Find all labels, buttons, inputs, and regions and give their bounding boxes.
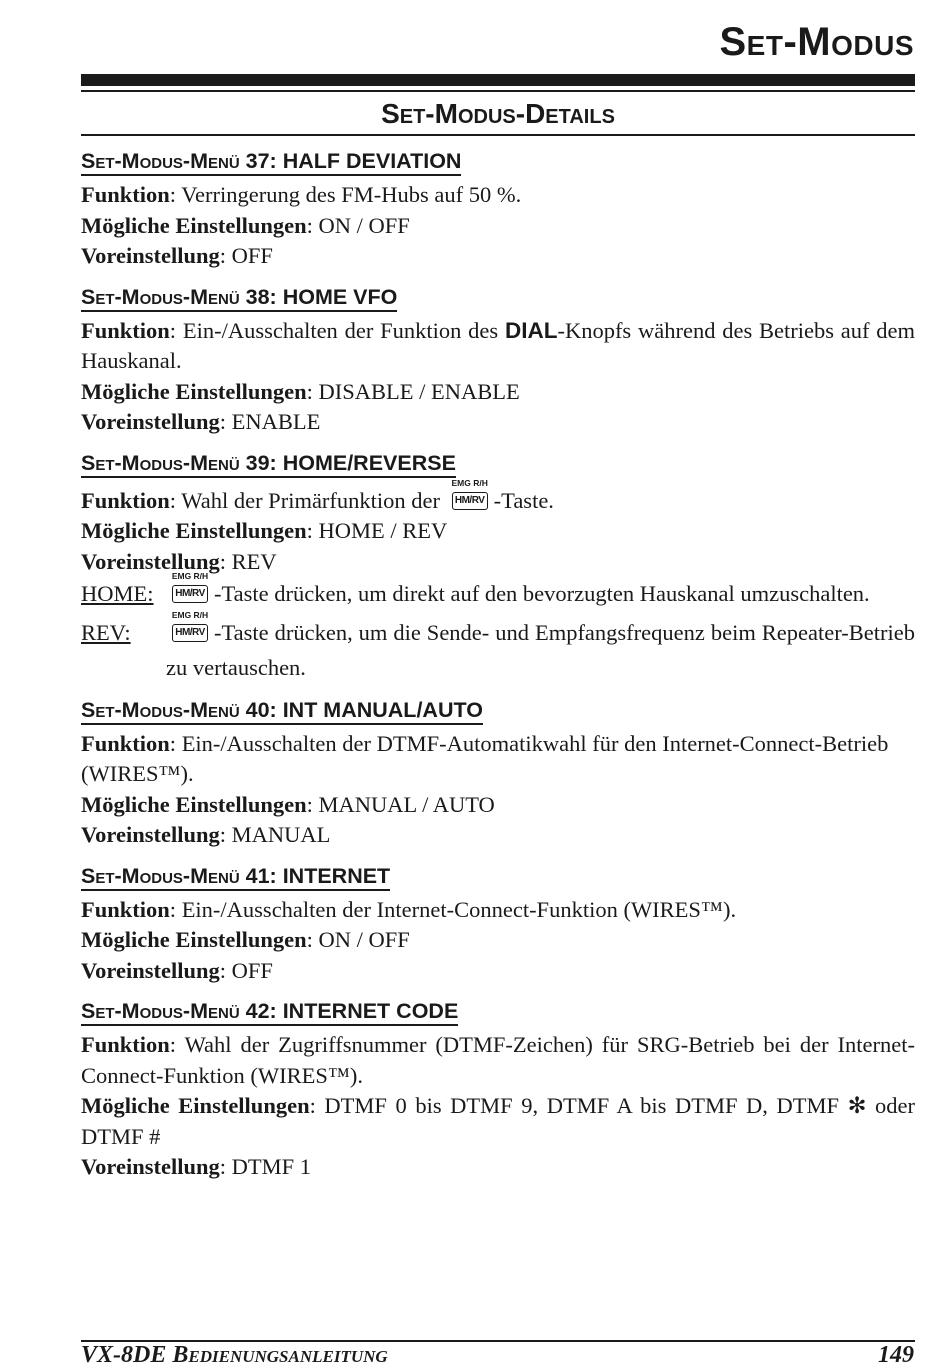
menu-42-moegliche: Mögliche Einstellungen: DTMF 0 bis DTMF 9, DTMF A bis DTMF D, DTMF ✻ oder DTMF # (81, 1093, 915, 1149)
menu-38-funktion: Funktion: Ein-/Ausschalten der Funktion des DIAL-Knopfs während des Betriebs auf dem Hauskanal. (81, 317, 916, 373)
menu-38 (81, 282, 915, 438)
menu-41-moegliche: Mögliche Einstellungen: ON / OFF (81, 927, 410, 952)
hm-rv-key-icon: EMG R/H HM/RV (168, 584, 212, 604)
menu-list (81, 146, 915, 1193)
page-header-title: Set-Modus (719, 20, 914, 64)
menu-39-option-home: HOME: EMG R/H HM/RV -Taste drücken, um direkt auf den bevorzugten Hauskanal umzuschalten. (81, 571, 870, 606)
header-rule-thick (81, 74, 915, 86)
menu-42-voreinstellung: Voreinstellung: DTMF 1 (81, 1154, 312, 1179)
hm-rv-key-icon: EMG R/H HM/RV (168, 623, 212, 643)
menu-37-voreinstellung: Voreinstellung: OFF (81, 243, 273, 268)
menu-39-option-rev: REV: EMG R/H HM/RV -Taste drücken, um die Sende- und Empfangsfrequenz beim Repeater-Betrieb zu vertauschen. (81, 609, 915, 680)
hm-rv-key-icon: EMG R/H HM/RV (448, 491, 492, 511)
menu-41-title: Set-Modus-Menü 41: INTERNET (81, 863, 390, 891)
page-number: 149 (878, 1342, 914, 1368)
menu-42-funktion: Funktion: Wahl der Zugriffsnummer (DTMF-Zeichen) für SRG-Betrieb bei der Internet-Connect-Funktion (WIRES™). (81, 1032, 915, 1088)
menu-38-voreinstellung: Voreinstellung: ENABLE (81, 409, 321, 434)
dial-knob-label: DIAL (504, 317, 558, 343)
section-title: Set-Modus-Details (381, 98, 615, 129)
menu-37 (81, 146, 915, 272)
menu-39-voreinstellung: Voreinstellung: REV (81, 548, 277, 574)
menu-39-title: Set-Modus-Menü 39: HOME/REVERSE (81, 450, 456, 478)
menu-39-moegliche: Mögliche Einstellungen: HOME / REV (81, 518, 448, 543)
menu-39-funktion: Funktion: Wahl der Primärfunktion der EMG R/H HM/RV -Taste. (81, 477, 554, 513)
menu-38-title: Set-Modus-Menü 38: HOME VFO (81, 284, 397, 312)
menu-40-title: Set-Modus-Menü 40: INT MANUAL/AUTO (81, 697, 483, 725)
menu-40-voreinstellung: Voreinstellung: MANUAL (81, 822, 331, 847)
menu-40-moegliche: Mögliche Einstellungen: MANUAL / AUTO (81, 791, 495, 817)
menu-41 (81, 861, 915, 987)
menu-38-moegliche: Mögliche Einstellungen: DISABLE / ENABLE (81, 378, 520, 404)
menu-40-funktion: Funktion: Ein-/Ausschalten der DTMF-Automatikwahl für den Internet-Connect-Betrieb (WIRES™). (81, 730, 889, 786)
header-rule-thin (81, 90, 915, 92)
menu-42-title: Set-Modus-Menü 42: INTERNET CODE (81, 998, 458, 1026)
menu-42 (81, 996, 915, 1183)
menu-41-funktion: Funktion: Ein-/Ausschalten der Internet-Connect-Funktion (WIRES™). (81, 896, 737, 922)
section-rule (81, 134, 915, 136)
menu-37-funktion: Funktion: Verringerung des FM-Hubs auf 50 %. (81, 182, 522, 207)
menu-41-voreinstellung: Voreinstellung: OFF (81, 957, 273, 983)
menu-37-moegliche: Mögliche Einstellungen: ON / OFF (81, 212, 410, 238)
menu-40 (81, 695, 915, 851)
menu-37-title: Set-Modus-Menü 37: HALF DEVIATION (81, 148, 461, 176)
footer-manual-title: VX-8DE Bedienungsanleitung (81, 1342, 388, 1368)
menu-39 (81, 448, 915, 685)
